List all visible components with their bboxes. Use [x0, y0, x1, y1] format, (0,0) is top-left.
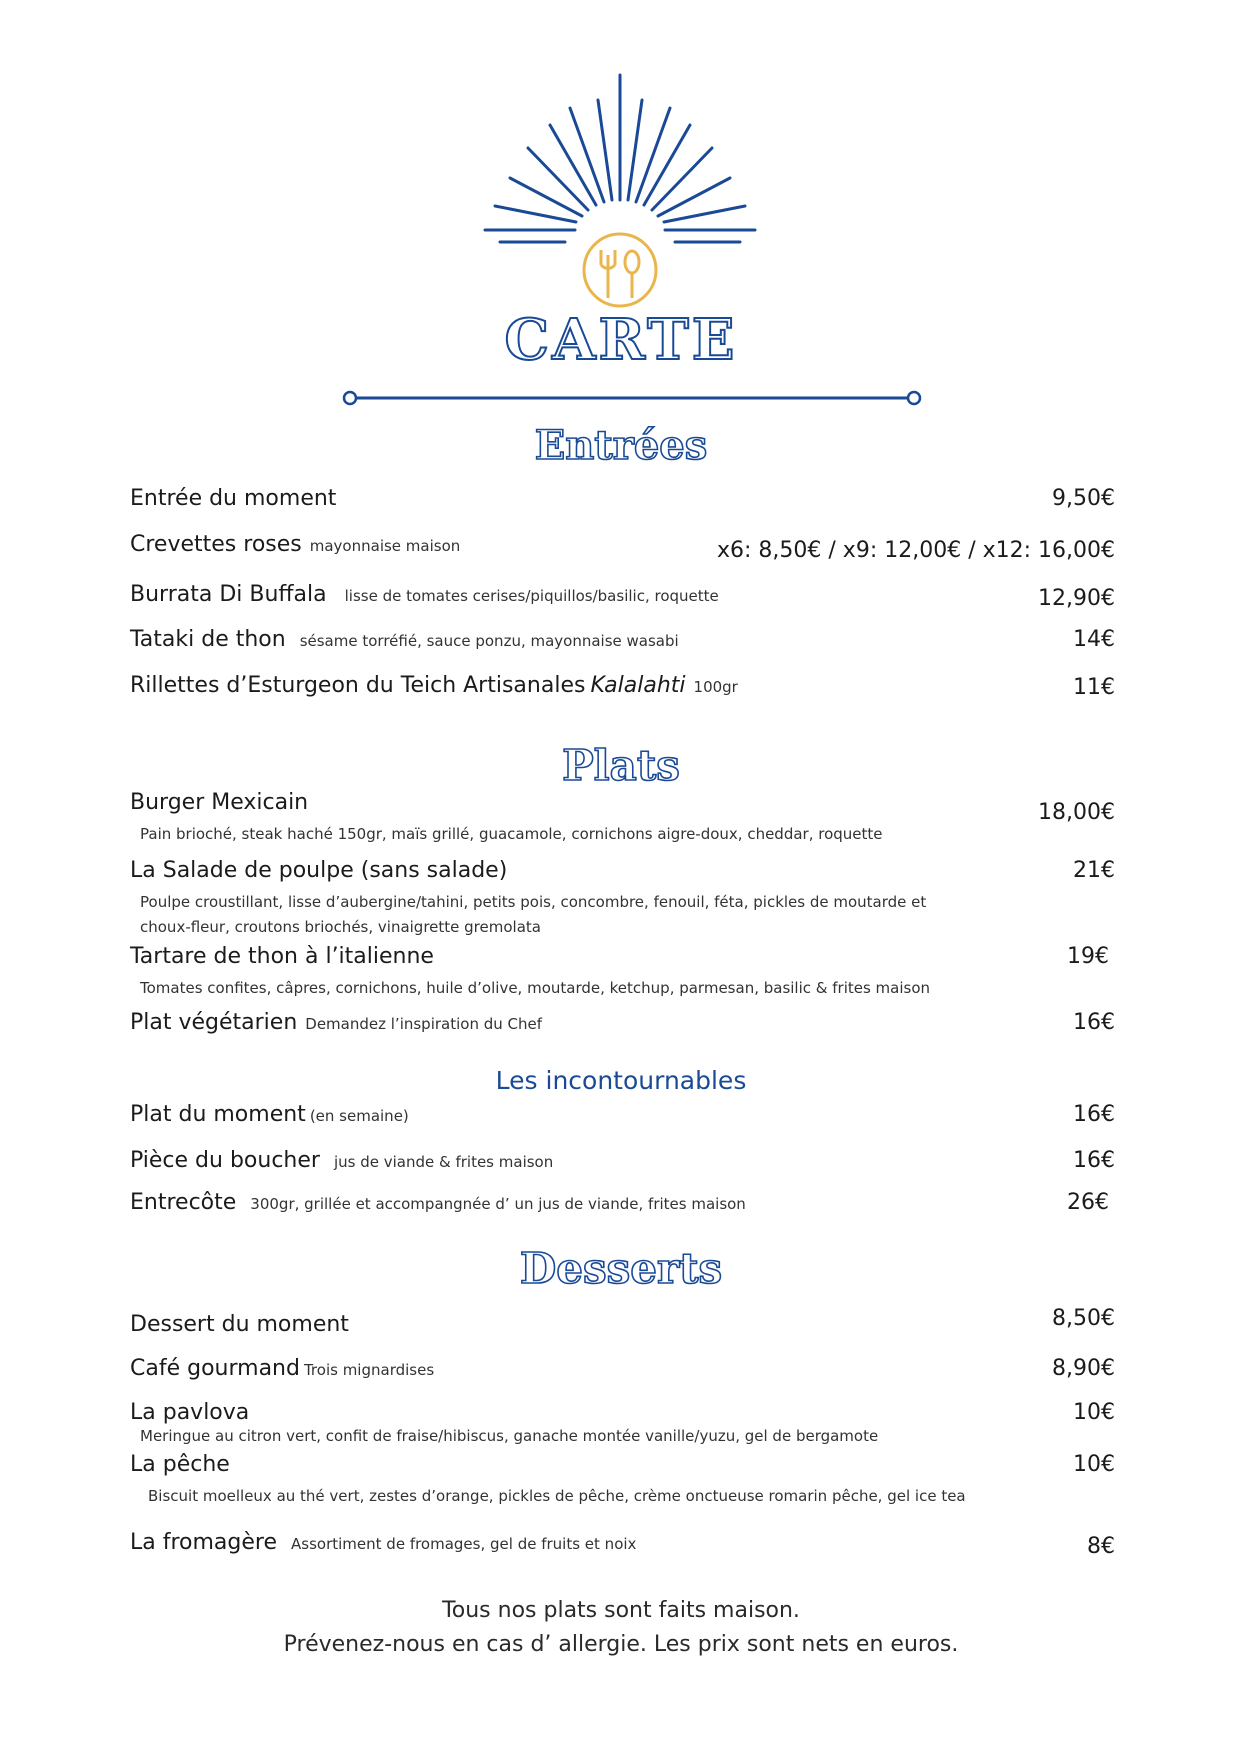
item-name: Burger Mexicain: [130, 790, 309, 815]
item-name: Pièce du boucher: [130, 1148, 320, 1173]
menu-item: [130, 486, 1115, 516]
item-note: Trois mignardises: [303, 1361, 435, 1379]
item-note: 100gr: [693, 678, 738, 696]
item-description: Biscuit moelleux au thé vert, zestes d’orange, pickles de pêche, crème onctueuse romarin pêche, gel ice tea: [148, 1487, 966, 1505]
item-description: Meringue au citron vert, confit de fraise/hibiscus, ganache montée vanille/yuzu, gel de bergamote: [140, 1427, 879, 1445]
menu-item: [130, 1356, 1115, 1386]
footer-line-2: Prévenez-nous en cas d’ allergie. Les prix sont nets en euros.: [283, 1632, 959, 1657]
item-name: Dessert du moment: [130, 1312, 349, 1337]
item-price: 16€: [1073, 1148, 1115, 1173]
item-price: 14€: [1073, 627, 1115, 652]
menu-item: [130, 532, 1115, 562]
menu-item: [130, 944, 1115, 1001]
item-price: 10€: [1073, 1400, 1115, 1425]
menu-item: [130, 1530, 1115, 1560]
menu-item: [130, 673, 1115, 703]
menu-item: [130, 1452, 1115, 1509]
sunburst-cutlery-logo-icon: [470, 70, 770, 310]
item-name: Rillettes d’Esturgeon du Teich Artisanales: [130, 673, 586, 698]
footer-line-1: Tous nos plats sont faits maison.: [442, 1598, 800, 1623]
menu-item: [130, 1010, 1115, 1040]
menu-item: [130, 1148, 1115, 1178]
title-divider: [342, 388, 922, 408]
item-name: La pêche: [130, 1452, 230, 1477]
item-note: Demandez l’inspiration du Chef: [305, 1015, 543, 1033]
item-price: 8,90€: [1052, 1356, 1115, 1381]
item-name-brand: Kalalahti: [590, 673, 686, 698]
item-price: 19€: [1067, 944, 1109, 969]
menu-item: [130, 1102, 1115, 1132]
menu-item: [130, 1400, 1115, 1449]
item-price: x6: 8,50€ / x9: 12,00€ / x12: 16,00€: [717, 538, 1115, 563]
item-price: 10€: [1073, 1452, 1115, 1477]
section-title-incontournables: Les incontournables: [495, 1066, 747, 1095]
item-name: Café gourmand: [130, 1356, 300, 1381]
menu-item: [130, 582, 1115, 612]
footer-note: [0, 1594, 1242, 1662]
item-name: La Salade de poulpe (sans salade): [130, 858, 508, 883]
item-note: jus de viande & frites maison: [333, 1153, 554, 1171]
item-note: sésame torréfié, sauce ponzu, mayonnaise wasabi: [299, 632, 679, 650]
item-price: 16€: [1073, 1010, 1115, 1035]
item-price: 8€: [1087, 1534, 1115, 1559]
section-title-entrees: Entrées: [534, 422, 708, 469]
item-name: Tataki de thon: [130, 627, 286, 652]
menu-item: [130, 858, 1115, 940]
item-note: 300gr, grillée et accompangnée d’ un jus de viande, frites maison: [250, 1195, 746, 1213]
item-price: 11€: [1073, 675, 1115, 700]
item-price: 9,50€: [1052, 486, 1115, 511]
item-name: La pavlova: [130, 1400, 250, 1425]
item-description: Poulpe croustillant, lisse d’aubergine/tahini, petits pois, concombre, fenouil, féta, pickles de moutarde et choux-fleur, croutons briochés, vinaigrette gremolata: [140, 893, 927, 936]
menu-item: [130, 627, 1115, 657]
section-title-desserts: Desserts: [519, 1244, 723, 1293]
item-name: La fromagère: [130, 1530, 278, 1555]
item-price: 26€: [1067, 1190, 1109, 1215]
item-note: lisse de tomates cerises/piquillos/basilic, roquette: [344, 587, 719, 605]
section-title-plats: Plats: [562, 741, 680, 790]
item-price: 21€: [1073, 858, 1115, 883]
item-name: Crevettes roses: [130, 532, 302, 557]
item-name: Burrata Di Buffala: [130, 582, 327, 607]
menu-item: [130, 790, 1115, 847]
item-price: 18,00€: [1038, 800, 1115, 825]
item-name: Entrée du moment: [130, 486, 337, 511]
menu-item: [130, 1190, 1115, 1220]
item-description: Tomates confites, câpres, cornichons, huile d’olive, moutarde, ketchup, parmesan, basilic & frites maison: [140, 979, 931, 997]
item-note: Assortiment de fromages, gel de fruits et noix: [291, 1535, 637, 1553]
item-description: Pain brioché, steak haché 150gr, maïs grillé, guacamole, cornichons aigre-doux, cheddar, roquette: [140, 825, 883, 843]
item-price: 8,50€: [1052, 1306, 1115, 1331]
item-name: Tartare de thon à l’italienne: [130, 944, 434, 969]
page-title: CARTE: [504, 307, 738, 373]
item-note: mayonnaise maison: [309, 537, 461, 555]
item-name: Plat végétarien: [130, 1010, 298, 1035]
item-price: 16€: [1073, 1102, 1115, 1127]
item-price: 12,90€: [1038, 586, 1115, 611]
menu-item: [130, 1306, 1115, 1342]
item-note: (en semaine): [309, 1107, 409, 1125]
item-name: Plat du moment: [130, 1102, 306, 1127]
item-name: Entrecôte: [130, 1190, 237, 1215]
